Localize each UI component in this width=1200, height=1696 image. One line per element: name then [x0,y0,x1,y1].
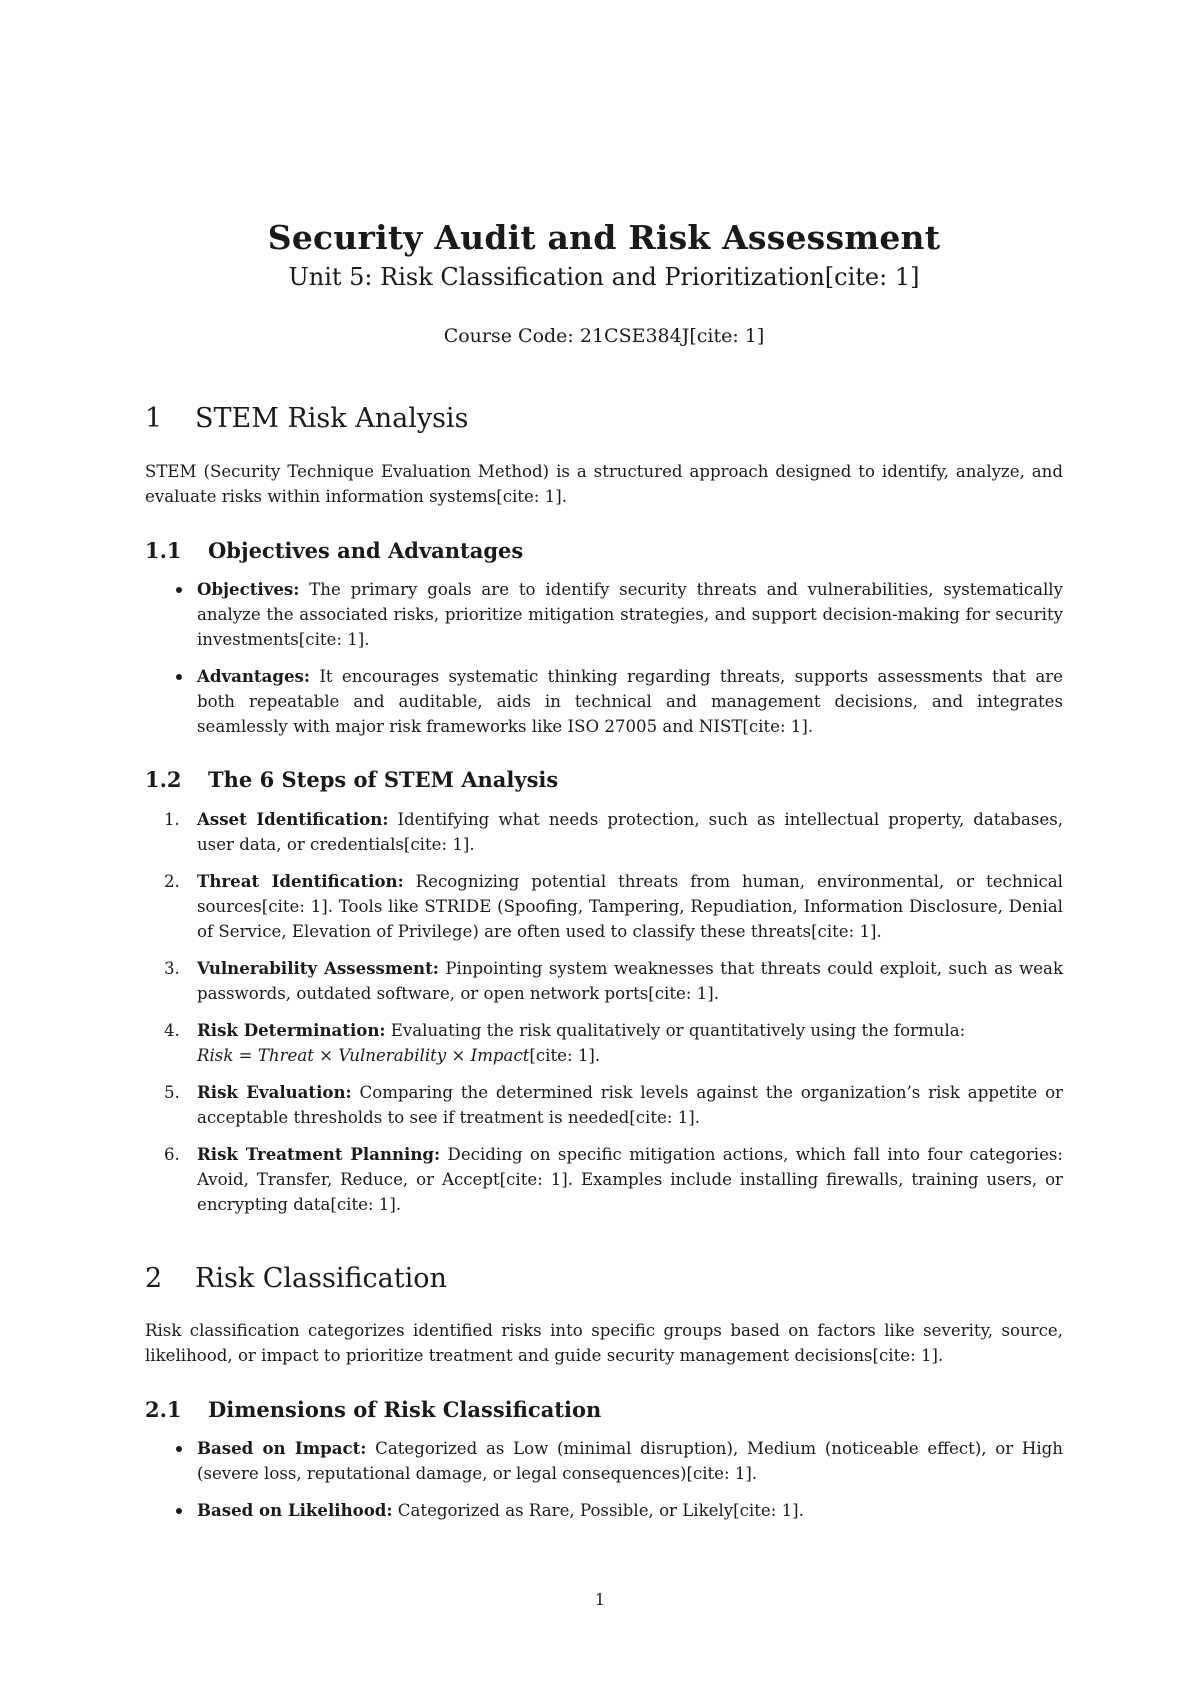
section-intro-paragraph: Risk classification categorizes identified risks into specific groups based on factors like severity, source, likelihood, or impact to prioritize treatment and guide security management decisions[cite: 1]. [145,1321,1063,1365]
subsection-number: 1.2 [145,767,182,792]
bullet-icon [176,1446,182,1452]
list-item-term: Vulnerability Assessment: [197,958,439,978]
list-item [145,1142,1063,1217]
list-item-term: Risk Treatment Planning: [197,1144,441,1164]
bullet-icon [176,587,182,593]
list-item [145,956,1063,1006]
section-title: STEM Risk Analysis [195,403,469,434]
list-item [145,869,1063,944]
subsection-heading-objectives-advantages [145,538,1063,563]
list-item-text: Comparing the determined risk levels against the organization’s risk appetite or acceptable thresholds to see if treatment is needed[cite: 1]. [197,1083,1063,1127]
list-item-number: 6. [164,1145,180,1164]
list-item-term: Based on Impact: [197,1438,367,1458]
page-number: 1 [594,1590,606,1609]
list-item [145,1080,1063,1130]
list-item-number: 4. [164,1021,180,1040]
list-item-term: Risk Evaluation: [197,1082,352,1102]
section-intro-paragraph: STEM (Security Technique Evaluation Method) is a structured approach designed to identify, analyze, and evaluate risks within information systems[cite: 1]. [145,462,1063,506]
list-item-text: The primary goals are to identify security threats and vulnerabilities, systematically analyze the associated risks, prioritize mitigation strategies, and support decision-making for security investments[cite: 1]. [197,580,1063,649]
list-item [145,1436,1063,1486]
dimensions-list [145,1436,1063,1523]
list-item [145,664,1063,739]
list-item-number: 3. [164,959,180,978]
list-item-number: 1. [164,810,180,829]
section-number: 1 [145,403,163,434]
list-item-term: Objectives: [197,579,300,599]
subsection-heading-stem-steps [145,767,1063,792]
list-item-text: Recognizing potential threats from human, environmental, or technical sources[cite: 1]. Tools like STRIDE (Spoofing, Tampering, Repudiation, Information Disclosure, Denial of Service, Elevation of Privilege) are often used to classify these threats[cite: 1]. [197,872,1063,941]
list-item-term: Based on Likelihood: [197,1500,393,1520]
course-code: Course Code: 21CSE384J[cite: 1] [443,325,765,347]
bullet-icon [176,674,182,680]
bullet-icon [176,1508,182,1514]
list-item-text: Pinpointing system weaknesses that threats could exploit, such as weak passwords, outdated software, or open network ports[cite: 1]. [197,959,1064,1003]
list-item [145,1018,1063,1068]
list-item-text: Categorized as Low (minimal disruption), Medium (noticeable effect), or High (severe loss, reputational damage, or legal consequences)[cite: 1]. [197,1439,1063,1483]
section-number: 2 [145,1263,163,1294]
stem-steps-list [145,807,1063,1217]
list-item [145,1498,1063,1523]
list-item-term: Risk Determination: [197,1020,386,1040]
document-subtitle: Unit 5: Risk Classification and Prioritization[cite: 1] [288,263,920,291]
document-title: Security Audit and Risk Assessment [267,218,941,257]
subsection-title: The 6 Steps of STEM Analysis [208,767,559,792]
objectives-advantages-list [145,577,1063,739]
subsection-number: 2.1 [145,1397,182,1422]
subsection-number: 1.1 [145,538,182,563]
list-item-text: Identifying what needs protection, such as intellectual property, databases, user data, or credentials[cite: 1]. [197,810,1064,854]
list-item-text: Categorized as Rare, Possible, or Likely[cite: 1]. [392,1501,804,1520]
section-heading-stem-risk-analysis [145,403,1063,434]
list-item-term: Threat Identification: [197,871,404,891]
list-item-text: Deciding on specific mitigation actions, which fall into four categories: Avoid, Transfer, Reduce, or Accept[cite: 1]. Examples include installing firewalls, training users, or encrypting data[cite: 1]. [197,1145,1063,1214]
list-item-term: Asset Identification: [197,809,389,829]
list-item-term: Advantages: [197,666,310,686]
list-item-text: It encourages systematic thinking regarding threats, supports assessments that are both repeatable and auditable, aids in technical and management decisions, and integrates seamlessly with major risk frameworks like ISO 27005 and NIST[cite: 1]. [197,667,1063,736]
subsection-heading-dimensions [145,1397,1063,1422]
subsection-title: Dimensions of Risk Classification [208,1397,602,1422]
list-item [145,807,1063,857]
list-item-citation: [cite: 1]. [529,1046,601,1065]
subsection-title: Objectives and Advantages [208,538,524,563]
section-heading-risk-classification [145,1263,1063,1294]
risk-formula: Risk = Threat × Vulnerability × Impact [197,1046,530,1065]
list-item [145,577,1063,652]
list-item-number: 2. [164,872,180,891]
list-item-text: Evaluating the risk qualitatively or quantitatively using the formula: [385,1021,966,1040]
section-title: Risk Classification [195,1263,447,1294]
list-item-number: 5. [164,1083,180,1102]
